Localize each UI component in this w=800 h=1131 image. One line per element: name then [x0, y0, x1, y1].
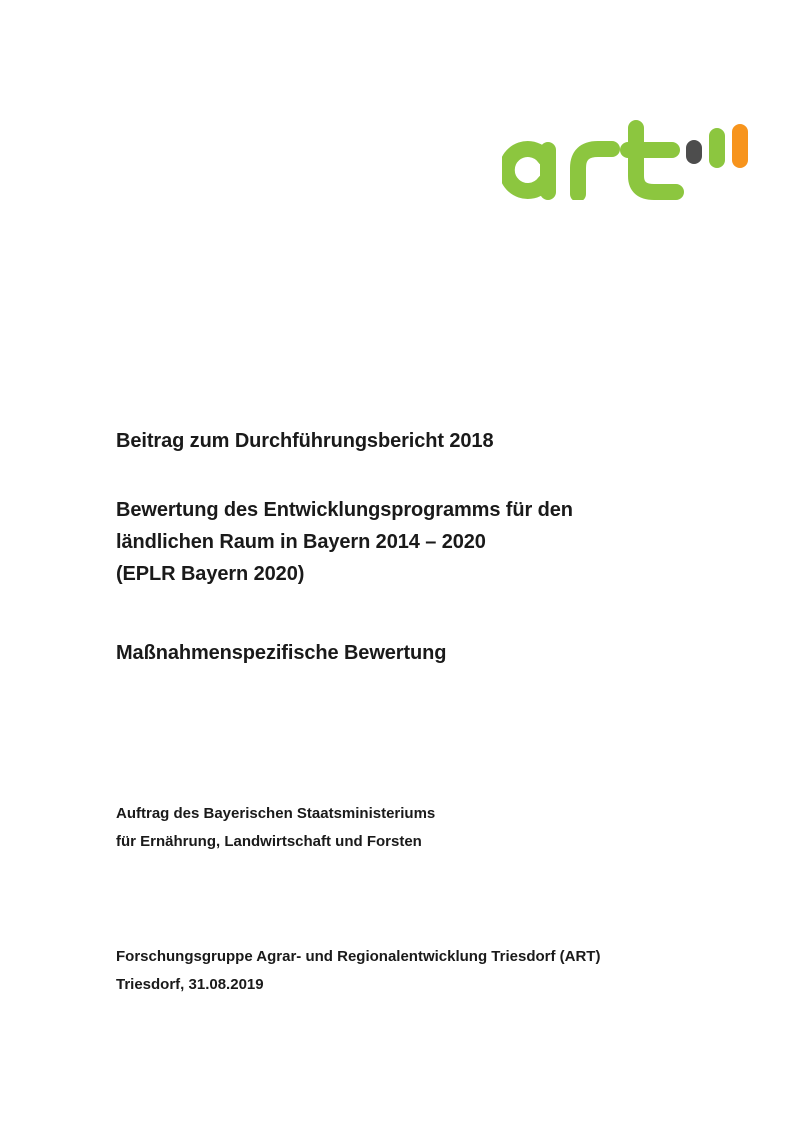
evaluation-title — [116, 494, 573, 590]
section-title: Maßnahmenspezifische Bewertung — [116, 642, 447, 664]
evaluation-title-line-1: Bewertung des Entwicklungsprogramms für den — [116, 499, 573, 521]
author-block — [116, 943, 600, 999]
commission-line-2: für Ernährung, Landwirtschaft und Forsten — [116, 833, 422, 850]
evaluation-title-line-3: (EPLR Bayern 2020) — [116, 563, 305, 585]
author-line-1: Forschungsgruppe Agrar- und Regionalentwicklung Triesdorf (ART) — [116, 948, 601, 965]
commission-block — [116, 800, 435, 856]
evaluation-title-line-2: ländlichen Raum in Bayern 2014 – 2020 — [116, 531, 486, 553]
author-line-2: Triesdorf, 31.08.2019 — [116, 976, 264, 993]
commission-line-1: Auftrag des Bayerischen Staatsministeriums — [116, 805, 436, 822]
logo-letter-a — [507, 149, 548, 192]
logo-letter-r — [578, 149, 612, 194]
logo-letter-t — [628, 128, 676, 192]
art-logo — [502, 120, 754, 200]
report-label: Beitrag zum Durchführungsbericht 2018 — [116, 430, 494, 452]
